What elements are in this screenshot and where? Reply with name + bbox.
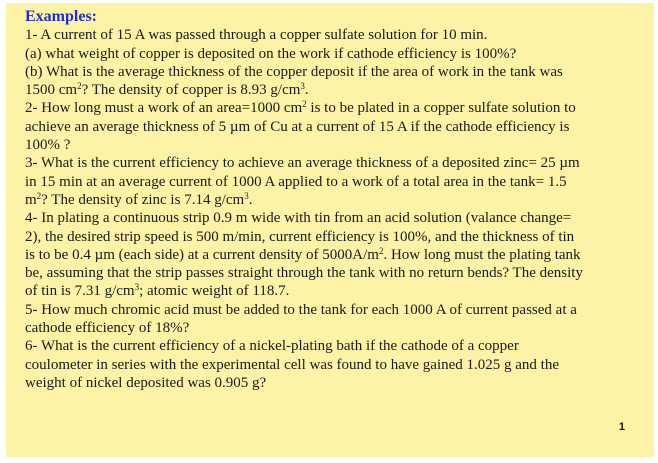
text-segment: 100% ? xyxy=(25,137,71,154)
text-line xyxy=(25,154,645,172)
text-segment: coulometer in series with the experimental cell was found to have gained 1.025 g and the xyxy=(25,356,560,373)
text-line xyxy=(25,26,645,44)
examples-text xyxy=(25,26,645,392)
text-segment: cathode efficiency of 18%? xyxy=(25,320,190,337)
text-line xyxy=(25,209,645,227)
text-segment: is to be 0.4 µm (each side) at a current density of 5000A/m xyxy=(25,246,379,263)
text-line xyxy=(25,63,645,81)
text-line xyxy=(25,374,645,392)
superscript: 2 xyxy=(77,81,82,92)
superscript: 3 xyxy=(300,81,305,92)
examples-content xyxy=(25,8,645,392)
text-segment: . xyxy=(248,191,253,208)
text-line xyxy=(25,228,645,246)
text-line xyxy=(25,173,645,191)
superscript: 2 xyxy=(36,190,42,201)
superscript: 2 xyxy=(302,99,307,110)
text-line xyxy=(25,337,645,355)
text-segment: achieve an average thickness of 5 µm of Cu at a current of 15 A if the cathode efficiency is xyxy=(25,118,570,135)
text-segment: be, assuming that the strip passes straight through the tank with no return bends? The density xyxy=(25,265,583,282)
text-segment: . How long must the plating tank xyxy=(383,246,581,263)
text-segment: 5- How much chromic acid must be added to the tank for each 1000 A of current passed at a xyxy=(25,301,577,318)
text-segment: 2), the desired strip speed is 500 m/min, current efficiency is 100%, and the thickness of tin xyxy=(25,228,575,245)
text-line xyxy=(25,81,645,99)
text-segment: weight of nickel deposited was 0.905 g? xyxy=(25,374,267,391)
text-segment: of tin is 7.31 g/cm xyxy=(25,283,135,300)
text-line xyxy=(25,264,645,282)
text-line xyxy=(25,99,645,117)
text-line xyxy=(25,136,645,154)
text-segment: 3- What is the current efficiency to achieve an average thickness of a deposited zinc= 25 µm xyxy=(25,155,580,172)
text-line xyxy=(25,282,645,300)
text-segment: in 15 min at an average current of 1000 A applied to a work of a total area in the tank= 1.5 xyxy=(25,173,567,190)
text-segment: 1- A current of 15 A was passed through a copper sulfate solution for 10 min. xyxy=(25,27,488,44)
superscript: 2 xyxy=(378,245,384,256)
text-line xyxy=(25,356,645,374)
text-segment: 1500 cm xyxy=(25,82,78,99)
examples-heading: Examples: xyxy=(25,8,97,25)
text-line xyxy=(25,118,645,136)
superscript: 3 xyxy=(134,282,140,293)
text-segment: 4- In plating a continuous strip 0.9 m wide with tin from an acid solution (valance change= xyxy=(25,210,572,227)
text-segment: (a) what weight of copper is deposited on the work if cathode efficiency is 100%? xyxy=(25,45,517,62)
text-segment: m xyxy=(25,191,37,208)
text-segment: ; atomic weight of 118.7. xyxy=(139,283,290,300)
text-segment: 2- How long must a work of an area=1000 cm xyxy=(25,100,303,117)
text-line xyxy=(25,319,645,337)
text-segment: . xyxy=(304,82,309,99)
text-line xyxy=(25,191,645,209)
text-line xyxy=(25,45,645,63)
text-segment: ? The density of zinc is 7.14 g/cm xyxy=(41,191,245,208)
superscript: 3 xyxy=(244,190,249,201)
text-line xyxy=(25,246,645,264)
text-segment: 6- What is the current efficiency of a nickel-plating bath if the cathode of a copper xyxy=(25,338,519,355)
slide xyxy=(6,3,654,457)
text-segment: (b) What is the average thickness of the copper deposit if the area of work in the tank was xyxy=(25,63,563,80)
text-segment: is to be plated in a copper sulfate solution to xyxy=(306,100,576,117)
text-segment: ? The density of copper is 8.93 g/cm xyxy=(81,82,301,99)
text-line xyxy=(25,301,645,319)
page-number: 1 xyxy=(618,421,625,433)
